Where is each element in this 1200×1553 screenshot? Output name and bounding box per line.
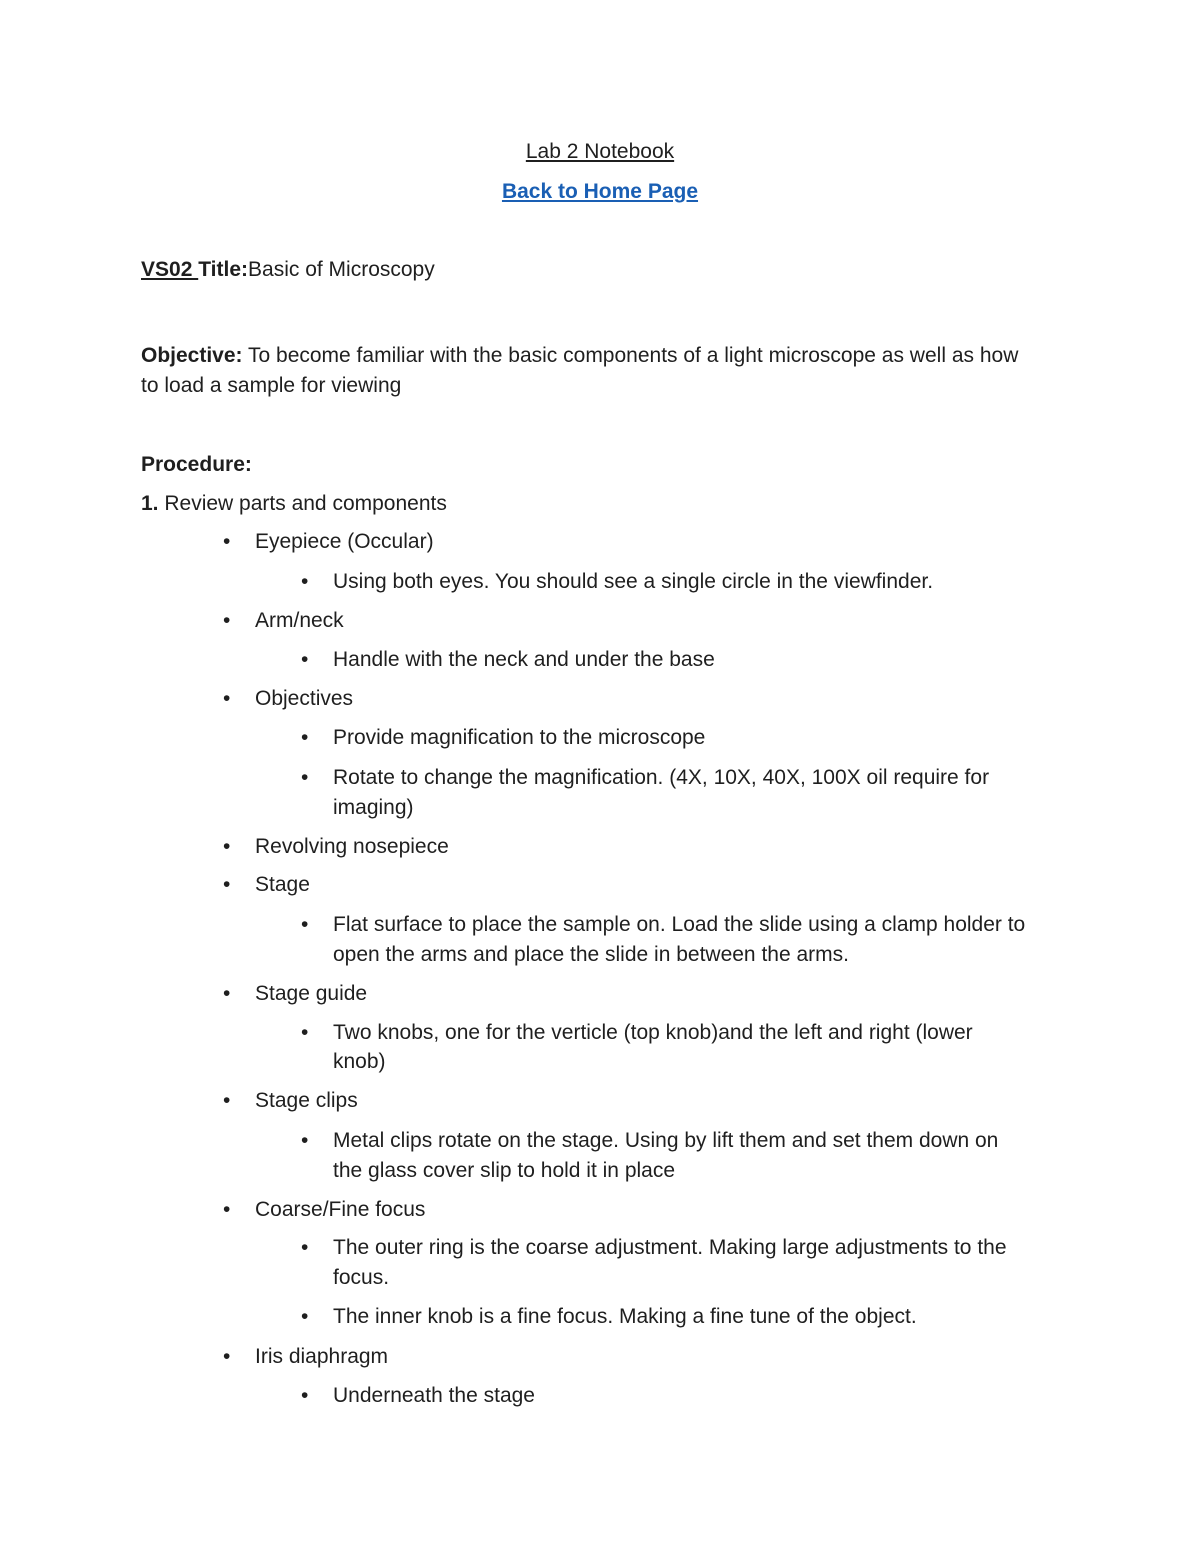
bullet-icon: • bbox=[223, 687, 231, 710]
step-number: 1. bbox=[141, 492, 159, 515]
note-focus-1-cont: focus. bbox=[333, 1266, 390, 1289]
procedure-label: Procedure: bbox=[141, 453, 252, 476]
bullet-icon: • bbox=[301, 726, 309, 749]
bullet-icon: • bbox=[301, 1384, 309, 1407]
bullet-icon: • bbox=[301, 1305, 309, 1328]
bullet-icon: • bbox=[223, 1198, 231, 1221]
bullet-icon: • bbox=[223, 835, 231, 858]
part-stage-clips: Stage clips bbox=[255, 1089, 358, 1112]
objective-text: To become familiar with the basic components of a light microscope as well as how bbox=[242, 344, 1019, 367]
part-stage-guide: Stage guide bbox=[255, 982, 368, 1005]
bullet-icon: • bbox=[301, 766, 309, 789]
bullet-icon: • bbox=[223, 1345, 231, 1368]
note-stage-1: Flat surface to place the sample on. Load the slide using a clamp holder to bbox=[333, 913, 1026, 936]
bullet-icon: • bbox=[301, 1021, 309, 1044]
bullet-icon: • bbox=[301, 1129, 309, 1152]
note-stage-1-cont: open the arms and place the slide in between the arms. bbox=[333, 943, 849, 966]
home-link-row bbox=[0, 177, 1200, 207]
note-objectives-2-cont: imaging) bbox=[333, 796, 414, 819]
note-focus-1: The outer ring is the coarse adjustment. Making large adjustments to the bbox=[333, 1236, 1007, 1259]
bullet-icon: • bbox=[301, 648, 309, 671]
note-arm-1: Handle with the neck and under the base bbox=[333, 648, 715, 671]
note-focus-2: The inner knob is a fine focus. Making a fine tune of the object. bbox=[333, 1305, 917, 1328]
lab-title bbox=[141, 255, 435, 285]
bullet-icon: • bbox=[301, 570, 309, 593]
bullet-icon: • bbox=[223, 530, 231, 553]
note-objectives-1: Provide magnification to the microscope bbox=[333, 726, 706, 749]
part-eyepiece: Eyepiece (Occular) bbox=[255, 530, 434, 553]
back-to-home-link[interactable]: Back to Home Page bbox=[501, 180, 699, 203]
part-coarse-fine-focus: Coarse/Fine focus bbox=[255, 1198, 426, 1221]
bullet-icon: • bbox=[301, 1236, 309, 1259]
part-revolving-nosepiece: Revolving nosepiece bbox=[255, 835, 449, 858]
part-arm-neck: Arm/neck bbox=[255, 609, 344, 632]
step-text: Review parts and components bbox=[164, 492, 447, 515]
note-clips-1-cont: the glass cover slip to hold it in place bbox=[333, 1159, 676, 1182]
note-guide-1: Two knobs, one for the verticle (top knob)and the left and right (lower bbox=[333, 1021, 973, 1044]
note-eyepiece-1: Using both eyes. You should see a single circle in the viewfinder. bbox=[333, 570, 934, 593]
bullet-icon: • bbox=[223, 982, 231, 1005]
part-stage: Stage bbox=[255, 873, 310, 896]
note-objectives-2: Rotate to change the magnification. (4X, 10X, 40X, 100X oil require for bbox=[333, 766, 990, 789]
bullet-icon: • bbox=[223, 609, 231, 632]
bullet-icon: • bbox=[301, 913, 309, 936]
objective-label: Objective: bbox=[141, 344, 243, 367]
note-iris-1: Underneath the stage bbox=[333, 1384, 535, 1407]
bullet-icon: • bbox=[223, 1089, 231, 1112]
lab-code: VS02 bbox=[141, 258, 199, 281]
objective-text-cont: to load a sample for viewing bbox=[141, 374, 402, 397]
bullet-icon: • bbox=[223, 873, 231, 896]
note-clips-1: Metal clips rotate on the stage. Using by lift them and set them down on bbox=[333, 1129, 999, 1152]
title-value: Basic of Microscopy bbox=[248, 258, 435, 281]
part-objectives: Objectives bbox=[255, 687, 354, 710]
note-guide-1-cont: knob) bbox=[333, 1050, 386, 1073]
title-label: Title: bbox=[198, 258, 249, 281]
objective-line bbox=[141, 341, 1018, 371]
step-1 bbox=[141, 489, 447, 519]
page-heading: Lab 2 Notebook bbox=[525, 140, 675, 163]
part-iris-diaphragm: Iris diaphragm bbox=[255, 1345, 389, 1368]
